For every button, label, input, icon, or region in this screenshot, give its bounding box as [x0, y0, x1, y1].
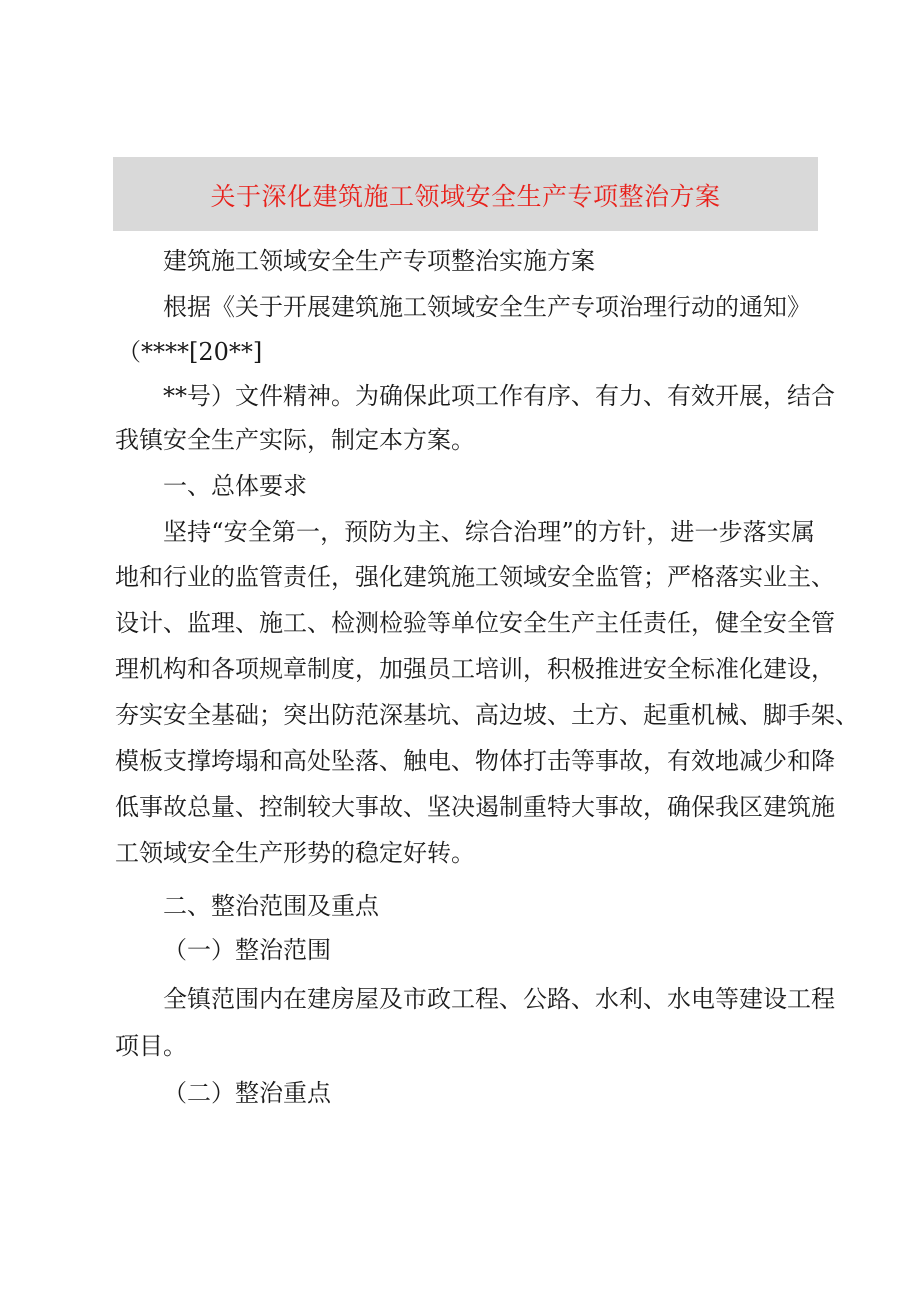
basis-line-3: **号）文件精神。为确保此项工作有序、有力、有效开展，结合	[163, 382, 835, 410]
section-1-line: 夯实安全基础；突出防范深基坑、高边坡、土方、起重机械、脚手架、	[115, 701, 859, 729]
basis-line-4: 我镇安全生产实际，制定本方案。	[115, 426, 475, 454]
subsection-1-heading: （一）整治范围	[163, 936, 331, 964]
section-1-line: 地和行业的监管责任，强化建筑施工领域安全监管；严格落实业主、	[115, 563, 835, 591]
title-band	[113, 157, 818, 231]
document-subtitle: 建筑施工领域安全生产专项整治实施方案	[163, 247, 595, 275]
section-1-line: 模板支撑垮塌和高处坠落、触电、物体打击等事故，有效地减少和降	[115, 747, 835, 775]
section-1-line: 设计、监理、施工、检测检验等单位安全生产主任责任，健全安全管	[115, 609, 835, 637]
basis-line-2: （****[20**]	[117, 338, 263, 366]
section-2-heading: 二、整治范围及重点	[163, 892, 379, 920]
section-1-heading: 一、总体要求	[163, 472, 307, 500]
section-1-line: 坚持“安全第一，预防为主、综合治理”的方针，进一步落实属	[163, 518, 815, 546]
subsection-1-line-1: 全镇范围内在建房屋及市政工程、公路、水利、水电等建设工程	[163, 985, 835, 1013]
subsection-2-heading: （二）整治重点	[163, 1079, 331, 1107]
basis-line-1: 根据《关于开展建筑施工领域安全生产专项治理行动的通知》	[163, 293, 811, 321]
section-1-line: 低事故总量、控制较大事故、坚决遏制重特大事故，确保我区建筑施	[115, 793, 835, 821]
section-1-line: 工领域安全生产形势的稳定好转。	[115, 839, 475, 867]
section-1-line: 理机构和各项规章制度，加强员工培训，积极推进安全标准化建设，	[115, 655, 835, 683]
subsection-1-line-2: 项目。	[115, 1032, 187, 1060]
document-title: 关于深化建筑施工领域安全生产专项整治方案	[210, 182, 721, 211]
